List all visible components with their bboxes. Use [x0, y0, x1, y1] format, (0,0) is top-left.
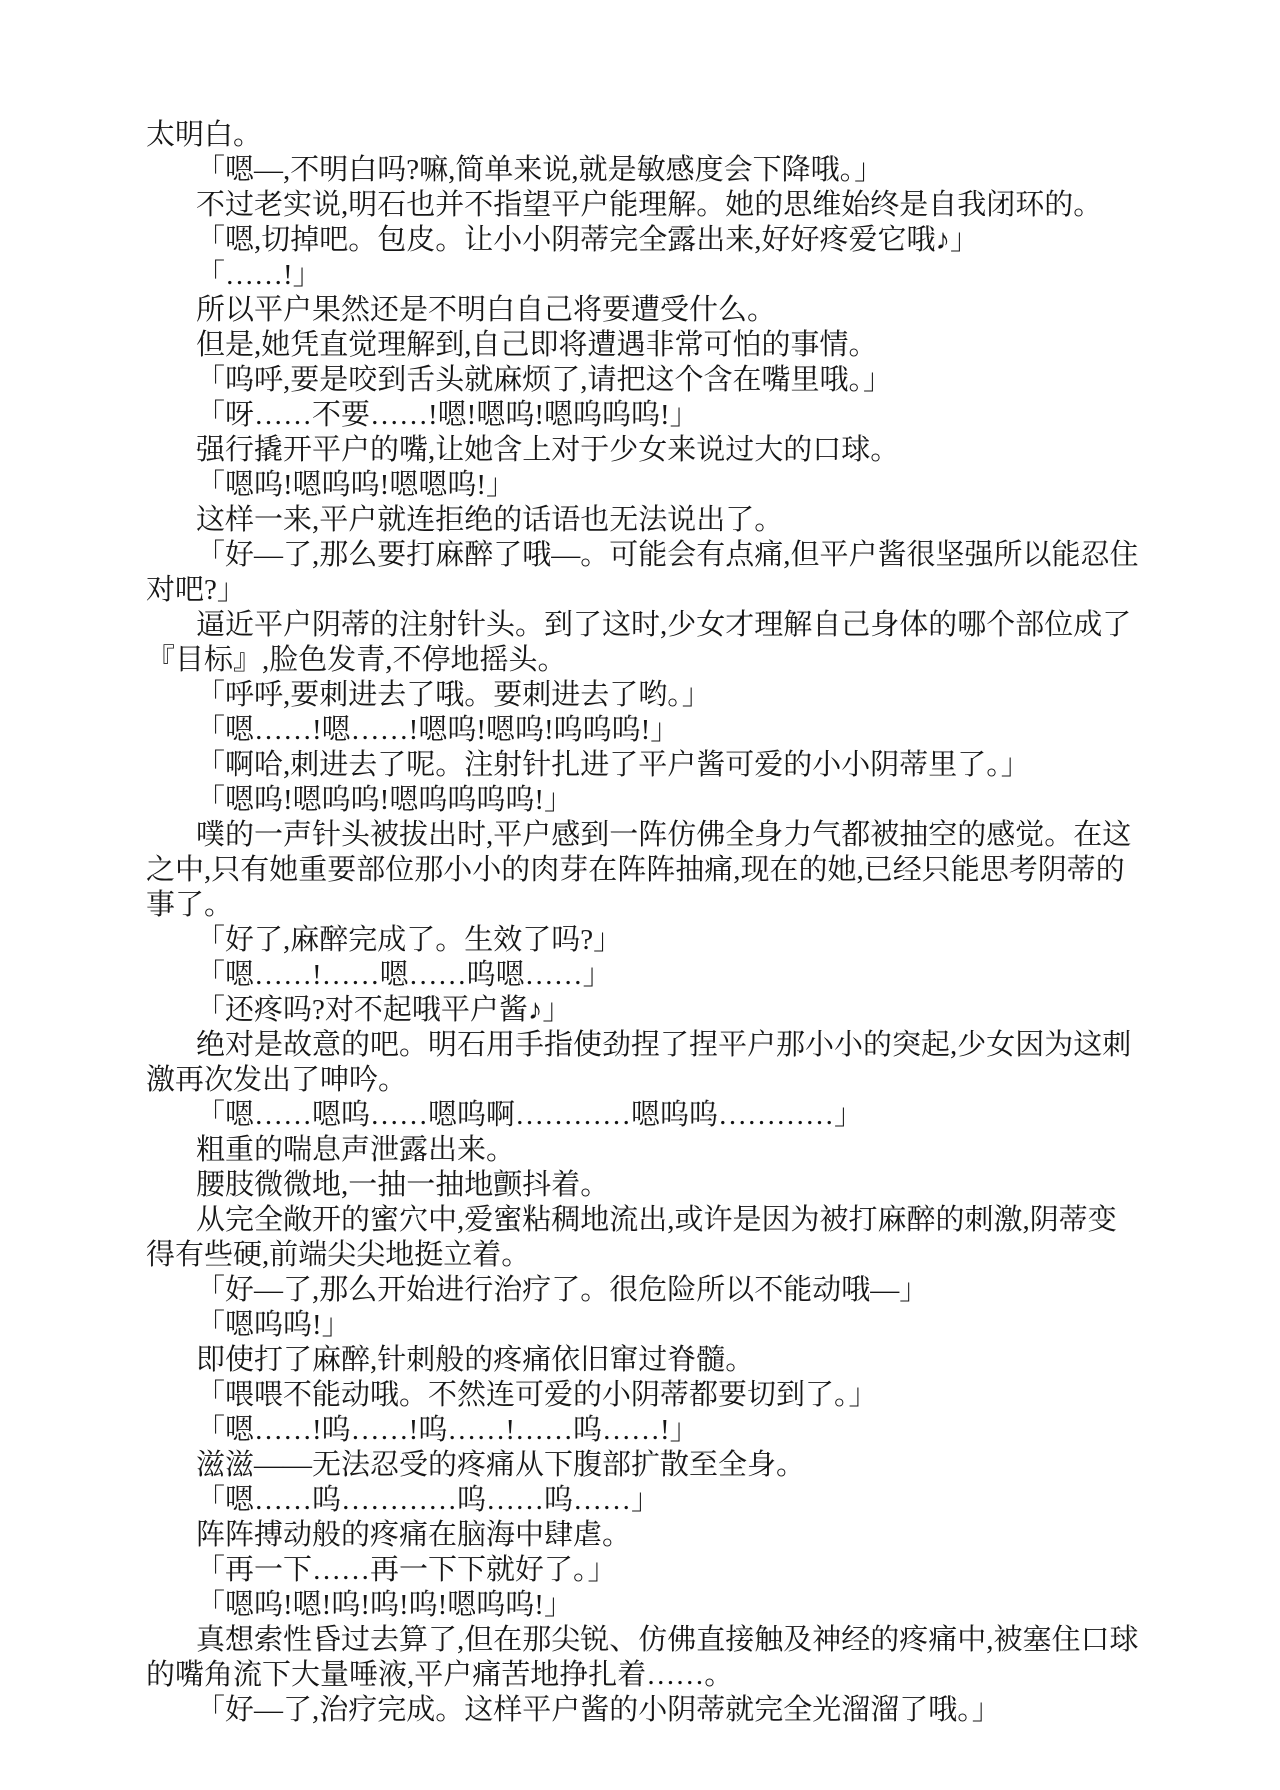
text-line: 「嗯……嗯呜……嗯呜啊…………嗯呜呜…………」	[196, 1099, 864, 1131]
text-line: 「还疼吗?对不起哦平户酱♪」	[196, 994, 572, 1026]
text-line: 这样一来,平户就连拒绝的话语也无法说出了。	[196, 504, 784, 536]
text-line: 「喂喂不能动哦。不然连可爱的小阴蒂都要切到了。」	[196, 1379, 878, 1411]
text-line: 「好了,麻醉完成了。生效了吗?」	[196, 924, 623, 956]
text-line: 「再一下……再一下下就好了。」	[196, 1554, 617, 1586]
text-line: 之中,只有她重要部位那小小的肉芽在阵阵抽痛,现在的她,已经只能思考阴蒂的	[146, 854, 1125, 886]
novel-text-block	[146, 118, 1156, 1728]
text-line: 不过老实说,明石也并不指望平户能理解。她的思维始终是自我闭环的。	[196, 189, 1103, 221]
text-line: 「嗯……!……嗯……呜嗯……」	[196, 959, 612, 991]
text-line: 「嗯呜!嗯呜呜!嗯嗯呜!」	[196, 469, 515, 501]
text-line: 「嗯……!嗯……!嗯呜!嗯呜!呜呜呜!」	[196, 714, 680, 746]
text-line: 「呜呼,要是咬到舌头就麻烦了,请把这个含在嘴里哦。」	[196, 364, 893, 396]
text-line: 「嗯,切掉吧。包皮。让小小阴蒂完全露出来,好好疼爱它哦♪」	[196, 224, 980, 256]
text-line: 事了。	[146, 889, 234, 921]
text-line: 所以平户果然还是不明白自己将要遭受什么。	[196, 294, 777, 326]
text-line: 逼近平户阴蒂的注射针头。到了这时,少女才理解自己身体的哪个部位成了	[196, 609, 1132, 641]
text-line: 「嗯……!呜……!呜……!……呜……!」	[196, 1414, 699, 1446]
text-line: 太明白。	[146, 119, 263, 151]
text-line: 腰肢微微地,一抽一抽地颤抖着。	[196, 1169, 610, 1201]
text-line: 「呼呼,要刺进去了哦。要刺进去了哟。」	[196, 679, 711, 711]
text-line: 「嗯呜!嗯呜呜!嗯呜呜呜呜!」	[196, 784, 573, 816]
text-line: 对吧?」	[146, 574, 246, 606]
text-line: 滋滋——无法忍受的疼痛从下腹部扩散至全身。	[196, 1449, 806, 1481]
text-line: 即使打了麻醉,针刺般的疼痛依旧窜过脊髓。	[196, 1344, 755, 1376]
text-line: 从完全敞开的蜜穴中,爱蜜粘稠地流出,或许是因为被打麻醉的刺激,阴蒂变	[196, 1204, 1117, 1236]
text-line: 「好—了,那么开始进行治疗了。很危险所以不能动哦—」	[196, 1274, 929, 1306]
text-line: 噗的一声针头被拔出时,平户感到一阵仿佛全身力气都被抽空的感觉。在这	[196, 819, 1132, 851]
text-line: 的嘴角流下大量唾液,平户痛苦地挣扎着……。	[146, 1659, 734, 1691]
text-line: 「好—了,治疗完成。这样平户酱的小阴蒂就完全光溜溜了哦。」	[196, 1694, 1001, 1726]
text-line: 粗重的喘息声泄露出来。	[196, 1134, 516, 1166]
text-line: 「嗯呜!嗯!呜!呜!呜!嗯呜呜!」	[196, 1589, 573, 1621]
text-line: 强行撬开平户的嘴,让她含上对于少女来说过大的口球。	[196, 434, 900, 466]
text-line: 「……!」	[196, 259, 322, 291]
text-line: 「啊哈,刺进去了呢。注射针扎进了平户酱可爱的小小阴蒂里了。」	[196, 749, 1030, 781]
text-line: 「嗯呜呜!」	[196, 1309, 351, 1341]
text-line: 激再次发出了呻吟。	[146, 1064, 408, 1096]
text-line: 「好—了,那么要打麻醉了哦—。可能会有点痛,但平户酱很坚强所以能忍住	[196, 539, 1139, 571]
text-line: 真想索性昏过去算了,但在那尖锐、仿佛直接触及神经的疼痛中,被塞住口球	[196, 1624, 1139, 1656]
text-line: 『目标』,脸色发青,不停地摇头。	[146, 644, 567, 676]
text-line: 但是,她凭直觉理解到,自己即将遭遇非常可怕的事情。	[196, 329, 878, 361]
text-line: 「嗯……呜…………呜……呜……」	[196, 1484, 661, 1516]
text-line: 「呀……不要……!嗯!嗯呜!嗯呜呜呜!」	[196, 399, 699, 431]
text-line: 阵阵搏动般的疼痛在脑海中肆虐。	[196, 1519, 632, 1551]
text-line: 得有些硬,前端尖尖地挺立着。	[146, 1239, 531, 1271]
text-line: 「嗯—,不明白吗?嘛,简单来说,就是敏感度会下降哦。」	[196, 154, 884, 186]
text-line: 绝对是故意的吧。明石用手指使劲捏了捏平户那小小的突起,少女因为这刺	[196, 1029, 1132, 1061]
